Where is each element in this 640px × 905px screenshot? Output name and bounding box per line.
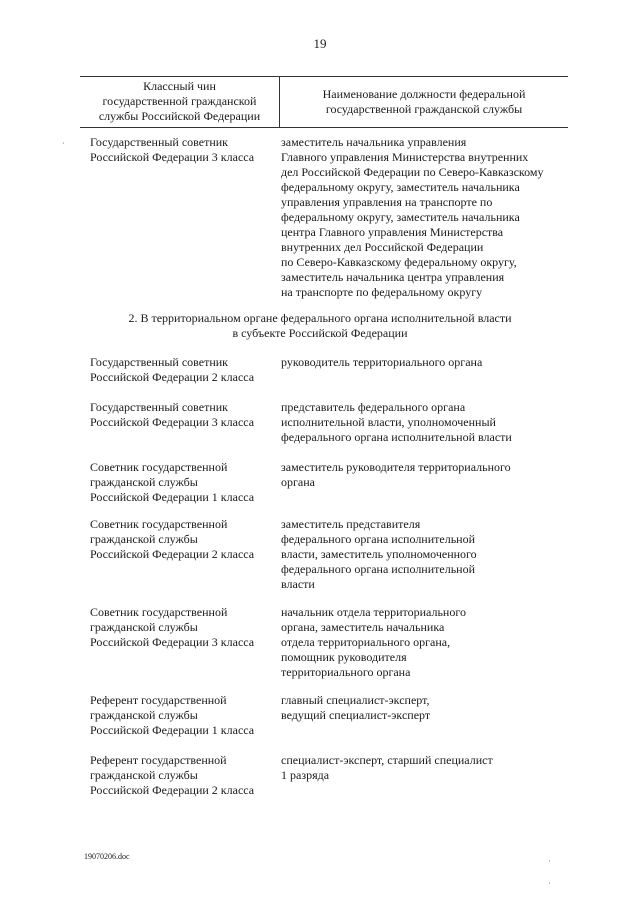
document-code: 19070206.doc: [84, 852, 130, 861]
scan-speck: ·: [62, 139, 65, 148]
position-line: федерального органа исполнительной: [281, 562, 476, 576]
position-cell: [281, 517, 571, 592]
position-line: начальник отдела территориального: [281, 605, 466, 619]
header-position-line: государственной гражданской службы: [325, 101, 523, 116]
position-line: федеральному округу, заместитель начальника: [281, 210, 520, 224]
position-line: федерального органа исполнительной власти: [281, 430, 512, 444]
header-cell-position: [280, 76, 568, 127]
position-cell: [281, 460, 571, 490]
rank-line: Референт государственной: [90, 753, 227, 767]
rank-line: гражданской службы: [90, 475, 198, 489]
rank-line: гражданской службы: [90, 532, 198, 546]
position-cell: [281, 135, 571, 300]
position-line: заместитель представителя: [281, 517, 421, 531]
rank-line: Государственный советник: [90, 135, 229, 149]
rank-cell: [90, 460, 275, 505]
position-line: заместитель руководителя территориального: [281, 460, 511, 474]
position-line: власти: [281, 577, 315, 591]
position-cell: [281, 693, 571, 723]
table-header: [80, 76, 568, 128]
position-line: федерального органа исполнительной: [281, 532, 476, 546]
rank-cell: [90, 605, 275, 650]
section-title: [0, 311, 640, 341]
position-line: руководитель территориального органа: [281, 355, 483, 369]
position-line: федеральному округу, заместитель начальника: [281, 180, 520, 194]
position-line: ведущий специалист-эксперт: [281, 708, 431, 722]
position-cell: [281, 605, 571, 680]
section-title-line: 2. В территориальном органе федерального органа исполнительной власти: [128, 311, 512, 325]
position-line: власти, заместитель уполномоченного: [281, 547, 477, 561]
rank-line: Российской Федерации 3 класса: [90, 415, 255, 429]
header-rank-line: службы Российской Федерации: [98, 109, 261, 123]
rank-line: Российской Федерации 1 класса: [90, 723, 255, 737]
position-line: специалист-эксперт, старший специалист: [281, 753, 493, 767]
rank-line: Российской Федерации 3 класса: [90, 635, 255, 649]
position-line: центра Главного управления Министерства: [281, 225, 504, 239]
section-title-line: в субъекте Российской Федерации: [232, 326, 408, 340]
scan-speck: ·: [548, 857, 551, 866]
rank-cell: [90, 517, 275, 562]
position-line: отдела территориального органа,: [281, 635, 451, 649]
rank-cell: [90, 400, 275, 430]
rank-line: Российской Федерации 2 класса: [90, 370, 255, 384]
position-line: 1 разряда: [281, 768, 330, 782]
rank-cell: [90, 355, 275, 385]
header-rank-line: Классный чин: [143, 79, 216, 93]
rank-line: гражданской службы: [90, 708, 198, 722]
position-line: помощник руководителя: [281, 650, 407, 664]
rank-cell: [90, 693, 275, 738]
rank-line: Советник государственной: [90, 517, 228, 531]
position-line: заместитель начальника управления: [281, 135, 467, 149]
position-line: органа: [281, 475, 315, 489]
rank-line: гражданской службы: [90, 768, 198, 782]
position-line: Главного управления Министерства внутренних: [281, 150, 529, 164]
page-number: 19: [313, 36, 327, 51]
position-line: заместитель начальника центра управления: [281, 270, 505, 284]
position-line: главный специалист-эксперт,: [281, 693, 430, 707]
rank-cell: [90, 135, 275, 165]
table-header-bottom-border: [80, 127, 568, 128]
rank-line: Российской Федерации 2 класса: [90, 783, 255, 797]
scan-speck: ·: [548, 879, 551, 888]
position-cell: [281, 400, 571, 445]
header-cell-rank: [80, 76, 279, 127]
rank-line: Советник государственной: [90, 460, 228, 474]
position-line: на транспорте по федеральному округу: [281, 285, 483, 299]
rank-line: Российской Федерации 3 класса: [90, 150, 255, 164]
rank-line: Референт государственной: [90, 693, 227, 707]
position-line: по Северо-Кавказскому федеральному округу,: [281, 255, 517, 269]
position-cell: [281, 753, 571, 783]
position-line: внутренних дел Российской Федерации: [281, 240, 484, 254]
header-rank-line: государственной гражданской: [102, 94, 257, 108]
position-line: представитель федерального органа: [281, 400, 466, 414]
rank-line: Государственный советник: [90, 400, 229, 414]
position-line: исполнительной власти, уполномоченный: [281, 415, 496, 429]
rank-line: Государственный советник: [90, 355, 229, 369]
header-position-line: Наименование должности федеральной: [322, 86, 526, 101]
position-line: территориального органа: [281, 665, 411, 679]
rank-cell: [90, 753, 275, 798]
rank-line: Российской Федерации 1 класса: [90, 490, 255, 504]
rank-line: Советник государственной: [90, 605, 228, 619]
position-line: управления управления на транспорте по: [281, 195, 493, 209]
rank-line: Российской Федерации 2 класса: [90, 547, 255, 561]
position-line: дел Российской Федерации по Северо-Кавказскому: [281, 165, 544, 179]
position-cell: [281, 355, 571, 370]
rank-line: гражданской службы: [90, 620, 198, 634]
position-line: органа, заместитель начальника: [281, 620, 445, 634]
